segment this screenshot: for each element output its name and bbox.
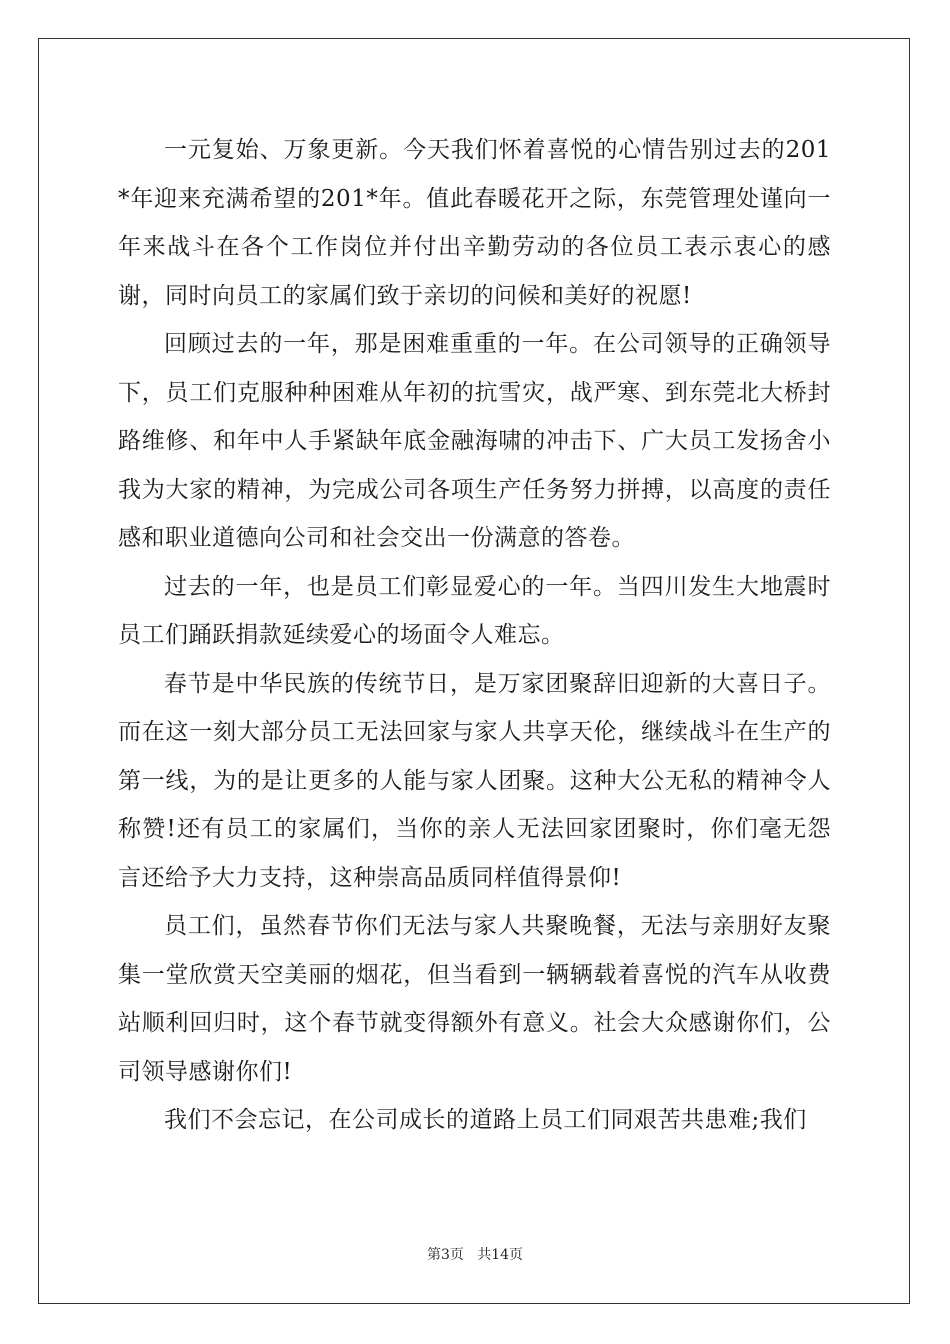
paragraph-3: 过去的一年，也是员工们彰显爱心的一年。当四川发生大地震时员工们踊跃捐款延续爱心的场面令人难忘。 [118, 573, 831, 648]
paragraph-4: 春节是中华民族的传统节日，是万家团聚辞旧迎新的大喜日子。而在这一刻大部分员工无法回家与家人共享天伦，继续战斗在生产的第一线，为的是让更多的人能与家人团聚。这种大公无私的精神令人称赞!还有员工的家属们，当你的亲人无法回家团聚时，你们毫无怨言还给予大力支持，这种崇高品质同样值得景仰! [118, 670, 831, 891]
paragraph-6: 我们不会忘记，在公司成长的道路上员工们同艰苦共患难;我们 [164, 1107, 807, 1133]
paragraph-5: 员工们，虽然春节你们无法与家人共聚晚餐，无法与亲朋好友聚集一堂欣赏天空美丽的烟花，但当看到一辆辆载着喜悦的汽车从收费站顺利回归时，这个春节就变得额外有意义。社会大众感谢你们，公司领导感谢你们! [118, 913, 831, 1085]
paragraph-1: 一元复始、万象更新。今天我们怀着喜悦的心情告别过去的201*年迎来充满希望的201*年。值此春暖花开之际，东莞管理处谨向一年来战斗在各个工作岗位并付出辛勤劳动的各位员工表示衷心的感谢，同时向员工的家属们致于亲切的问候和美好的祝愿! [118, 137, 831, 309]
page-footer: 第3页 共14页 [426, 1247, 524, 1263]
paragraph-2: 回顾过去的一年，那是困难重重的一年。在公司领导的正确领导下，员工们克服种种困难从年初的抗雪灾，战严寒、到东莞北大桥封路维修、和年中人手紧缺年底金融海啸的冲击下、广大员工发扬舍小我为大家的精神，为完成公司各项生产任务努力拼搏，以高度的责任感和职业道德向公司和社会交出一份满意的答卷。 [118, 331, 831, 551]
document-body [118, 126, 831, 1145]
